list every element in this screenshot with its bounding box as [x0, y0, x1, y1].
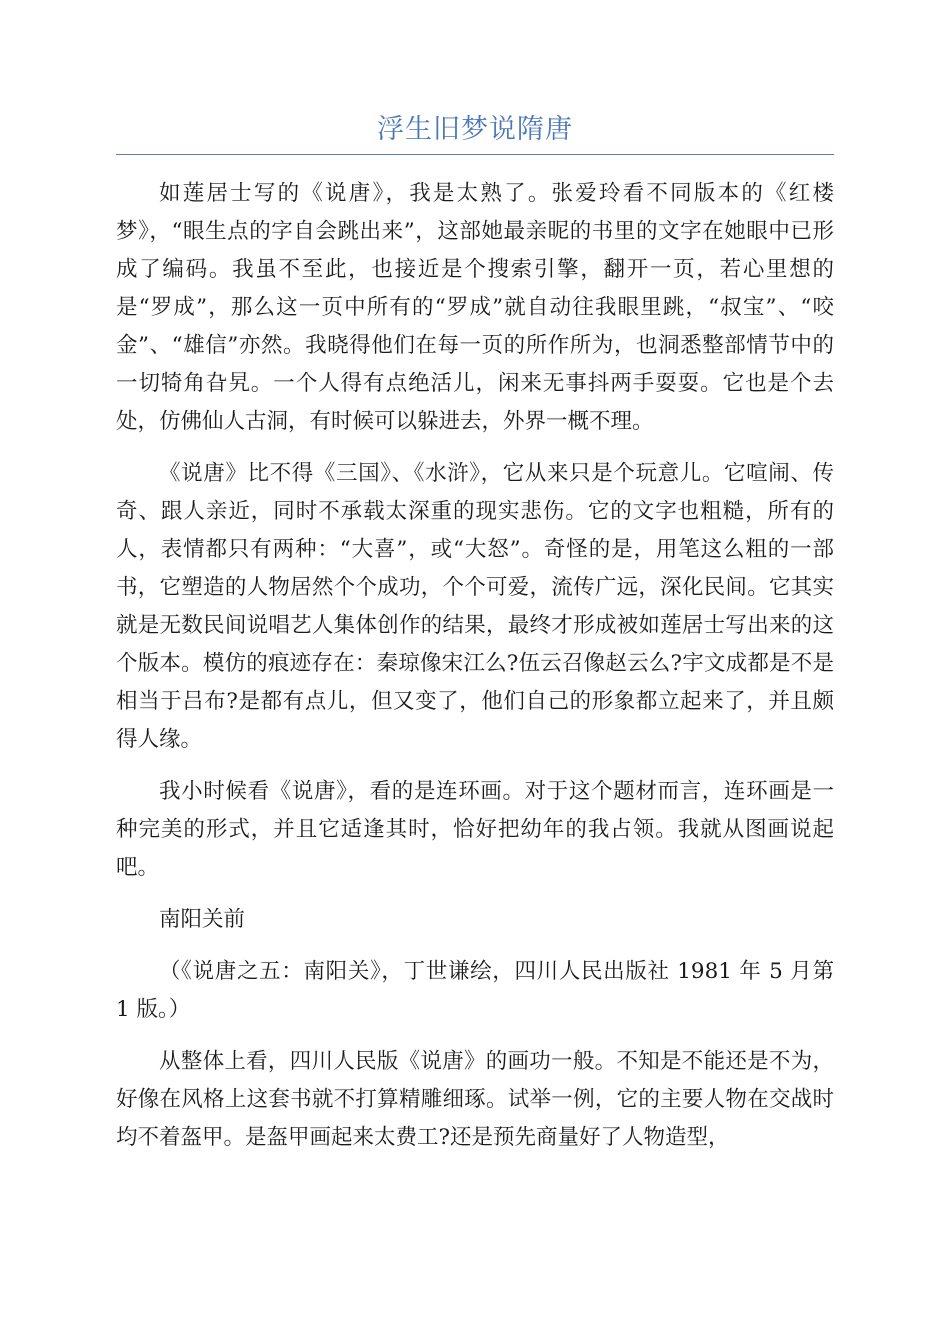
book-citation: （《说唐之五：南阳关》，丁世谦绘，四川人民出版社 1981 年 5 月第 1 版。） — [116, 959, 834, 1022]
section-heading: 南阳关前 — [159, 907, 246, 932]
title-underline — [116, 154, 834, 155]
document-body — [116, 175, 834, 1157]
document-page — [116, 108, 834, 1171]
paragraph-3: 我小时候看《说唐》，看的是连环画。对于这个题材而言，连环画是一种完美的形式，并且它适逢其时，恰好把幼年的我占领。我就从图画说起吧。 — [116, 779, 834, 880]
paragraph-2: 《说唐》比不得《三国》、《水浒》，它从来只是个玩意儿。它喧闹、传奇、跟人亲近，同时不承载太深重的现实悲伤。它的文字也粗糙，所有的人，表情都只有两种：“大喜”，或“大怒”。奇怪的是，用笔这么粗的一部书，它塑造的人物居然个个成功，个个可爱，流传广远，深化民间。它其实就是无数民间说唱艺人集体创作的结果，最终才形成被如莲居士写出来的这个版本。模仿的痕迹存在：秦琼像宋江么?伍云召像赵云么?宇文成都是不是相当于吕布?是都有点儿，但又变了，他们自己的形象都立起来了，并且颇得人缘。 — [116, 461, 834, 752]
paragraph-4: 从整体上看，四川人民版《说唐》的画功一般。不知是不能还是不为，好像在风格上这套书就不打算精雕细琢。试举一例，它的主要人物在交战时均不着盔甲。是盔甲画起来太费工?还是预先商量好了人物造型， — [116, 1049, 834, 1150]
document-title: 浮生旧梦说隋唐 — [377, 114, 573, 145]
paragraph-1: 如莲居士写的《说唐》，我是太熟了。张爱玲看不同版本的《红楼梦》，“眼生点的字自会跳出来”，这部她最亲昵的书里的文字在她眼中已形成了编码。我虽不至此，也接近是个搜索引擎，翻开一页，若心里想的是“罗成”，那么这一页中所有的“罗成”就自动往我眼里跳，“叔宝”、“咬金”、“雄信”亦然。我晓得他们在每一页的所作所为，也洞悉整部情节中的一切犄角旮旯。一个人得有点绝活儿，闲来无事抖两手耍耍。它也是个去处，仿佛仙人古洞，有时候可以躲进去，外界一概不理。 — [116, 181, 834, 434]
